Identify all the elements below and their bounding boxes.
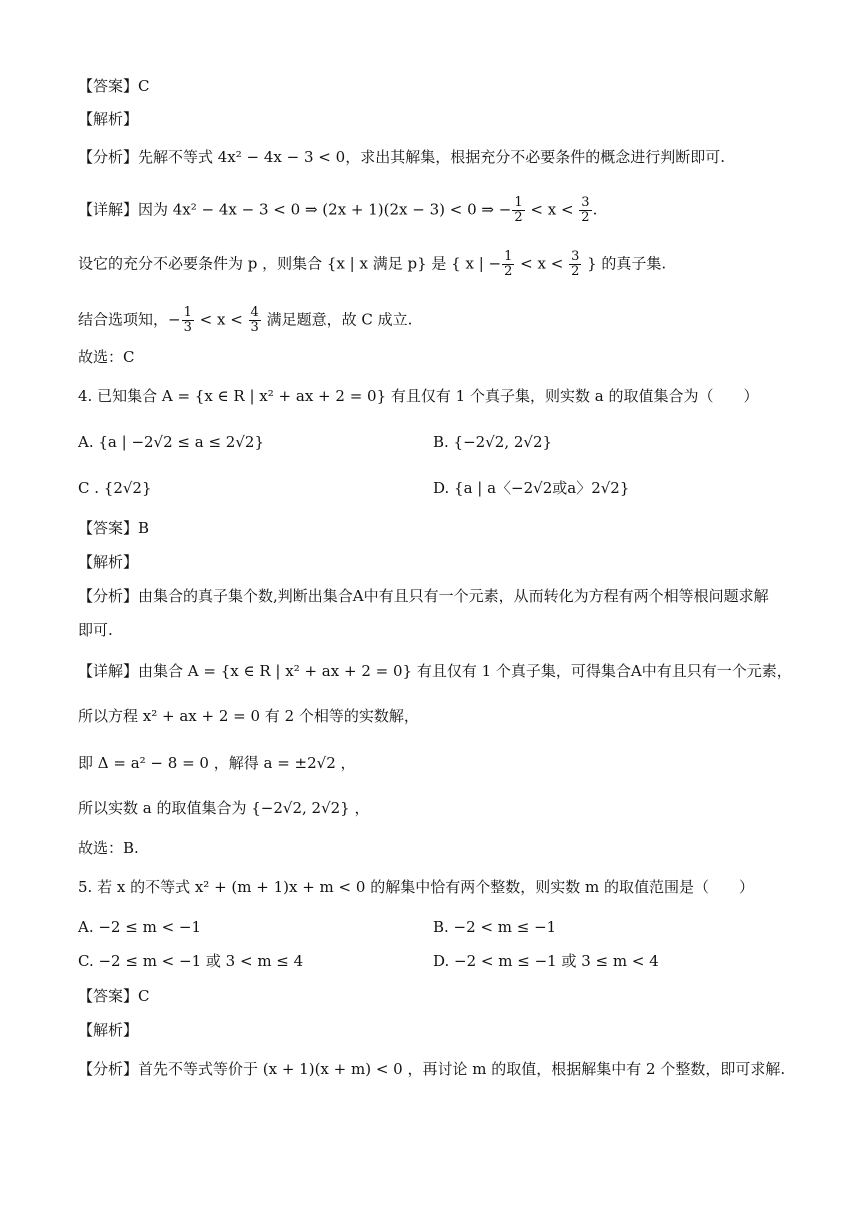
q5-option-d: D. −2 < m ≤ −1 或 3 ≤ m < 4 <box>433 952 659 970</box>
choice-line-q3: 故选：C <box>78 348 135 366</box>
fraction-neg-half: $\frac{1}{2}$ <box>514 195 523 225</box>
analysis-heading-q3: 【解析】 <box>78 110 139 128</box>
q4-option-a: A. {a | −2√2 ≤ a ≤ 2√2} <box>78 433 264 451</box>
q5-option-c: C. −2 ≤ m < −1 或 3 < m ≤ 4 <box>78 952 304 970</box>
fraction-one-third: $\frac{1}{3}$ <box>183 305 192 335</box>
question-4: 4. 已知集合 A = {x ∈ R | x² + ax + 2 = 0} 有且仅有 1 个真子集，则实数 a 的取值集合为（ ） <box>78 387 759 405</box>
fraction-four-thirds: $\frac{4}{3}$ <box>250 305 259 335</box>
detail-text-pre: 【详解】因为 4x² − 4x − 3 < 0 ⇒ (2x + 1)(2x − 3) < 0 ⇒ − <box>78 200 512 219</box>
detail-line-q3 <box>78 196 597 225</box>
q5-option-a: A. −2 ≤ m < −1 <box>78 918 202 936</box>
q5-option-b: B. −2 < m ≤ −1 <box>433 918 557 936</box>
condition-line-q3 <box>78 250 666 279</box>
analysis-text-q4-cont: 即可. <box>78 621 113 639</box>
combine-text-end: 满足题意，故 C 成立. <box>261 310 413 329</box>
q4-option-d: D. {a | a〈−2√2或a〉2√2} <box>433 479 630 497</box>
answer-line-q5: 【答案】C <box>78 987 150 1005</box>
condition-text-pre: 设它的充分不必要条件为 p ，则集合 {x | x 满足 p} 是 { x | − <box>78 254 502 273</box>
choice-line-q4: 故选：B. <box>78 839 139 857</box>
analysis-heading-q5: 【解析】 <box>78 1021 139 1039</box>
detail-line-q4-d: 所以实数 a 的取值集合为 {−2√2, 2√2} ， <box>78 799 370 817</box>
combine-line-q3 <box>78 306 412 335</box>
condition-text-end: } 的真子集. <box>582 254 667 273</box>
q4-option-c: C . {2√2} <box>78 479 152 497</box>
condition-text-mid: < x < <box>515 254 569 273</box>
answer-line-q4: 【答案】B <box>78 519 150 537</box>
analysis-text-q3: 【分析】先解不等式 4x² − 4x − 3 < 0，求出其解集，根据充分不必要条件的概念进行判断即可. <box>78 148 725 166</box>
fraction-neg-half: $\frac{1}{2}$ <box>504 249 513 279</box>
detail-text-mid: < x < <box>525 200 579 219</box>
answer-line-q3: 【答案】C <box>78 77 150 95</box>
analysis-text-q5: 【分析】首先不等式等价于 (x + 1)(x + m) < 0 ，再讨论 m 的取值，根据解集中有 2 个整数，即可求解. <box>78 1060 786 1078</box>
question-5: 5. 若 x 的不等式 x² + (m + 1)x + m < 0 的解集中恰有两个整数，则实数 m 的取值范围是（ ） <box>78 878 754 896</box>
detail-line-q4-c: 即 Δ = a² − 8 = 0 ，解得 a = ±2√2 ， <box>78 754 356 772</box>
combine-text-pre: 结合选项知，− <box>78 310 181 329</box>
q4-option-b: B. {−2√2, 2√2} <box>433 433 553 451</box>
fraction-three-halves: $\frac{3}{2}$ <box>581 195 590 225</box>
analysis-text-q4: 【分析】由集合的真子集个数,判断出集合A中有且只有一个元素，从而转化为方程有两个相等根问题求解 <box>78 587 769 605</box>
detail-line-q4: 【详解】由集合 A = {x ∈ R | x² + ax + 2 = 0} 有且仅有 1 个真子集，可得集合A中有且只有一个元素， <box>78 662 792 680</box>
analysis-heading-q4: 【解析】 <box>78 553 139 571</box>
detail-text-end: . <box>592 200 598 219</box>
fraction-three-halves: $\frac{3}{2}$ <box>571 249 580 279</box>
detail-line-q4-b: 所以方程 x² + ax + 2 = 0 有 2 个相等的实数解， <box>78 707 419 725</box>
combine-text-mid: < x < <box>194 310 248 329</box>
